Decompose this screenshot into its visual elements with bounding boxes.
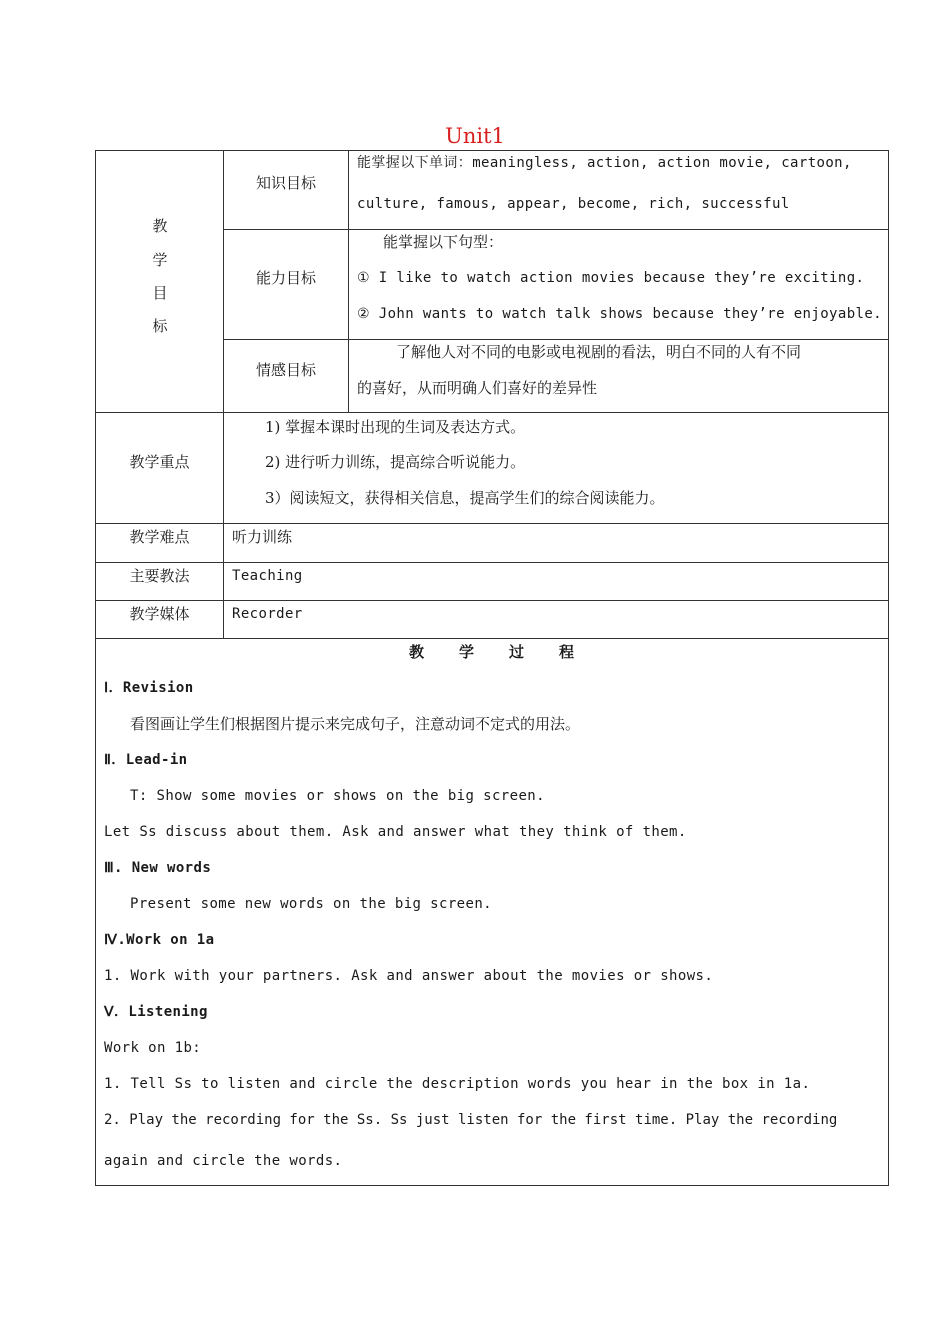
process-heading-char: 程	[559, 643, 575, 661]
column-divider	[223, 150, 224, 638]
media-label: 教学媒体	[129, 605, 190, 623]
section-heading-revision: Ⅰ．Revision	[104, 680, 194, 696]
section-heading-newwords: Ⅲ. New words	[104, 860, 212, 876]
knowledge-goal-label: 知识目标	[255, 174, 316, 192]
row-divider	[95, 523, 889, 524]
row-divider	[223, 339, 889, 340]
listening-item: again and circle the words.	[104, 1153, 343, 1169]
section-heading-listening: Ⅴ．Listening	[104, 1004, 208, 1020]
document-title: Unit1	[445, 124, 505, 148]
ability-goal-line: ① I like to watch action movies because they’re exciting.	[357, 270, 865, 286]
row-divider	[95, 638, 889, 639]
newwords-text: Present some new words on the big screen.	[130, 896, 492, 912]
listening-item: 1. Tell Ss to listen and circle the description words you hear in the box in 1a.	[104, 1076, 811, 1092]
work1a-text: 1. Work with your partners. Ask and answer about the movies or shows.	[104, 968, 714, 984]
process-heading-char: 过	[509, 643, 525, 661]
media-value: Recorder	[232, 606, 303, 622]
ability-goal-line: 能掌握以下句型：	[383, 233, 504, 251]
ability-goal-line: ② John wants to watch talk shows because they’re enjoyable.	[357, 306, 883, 322]
ability-goal-label: 能力目标	[255, 269, 316, 287]
column-divider	[348, 150, 349, 412]
process-heading-char: 学	[459, 643, 475, 661]
revision-text: 看图画让学生们根据图片提示来完成句子，注意动词不定式的用法。	[130, 715, 581, 733]
emotion-goal-line: 的喜好，从而明确人们喜好的差异性	[357, 379, 598, 397]
row-divider	[95, 562, 889, 563]
method-value: Teaching	[232, 568, 303, 584]
process-heading-char: 教	[409, 643, 425, 661]
emotion-goal-label: 情感目标	[255, 361, 316, 379]
section-heading-work1a: Ⅳ.Work on 1a	[104, 932, 215, 948]
leadin-text: T: Show some movies or shows on the big screen.	[130, 788, 545, 804]
key-point-item: 2) 进行听力训练，提高综合听说能力。	[265, 453, 526, 471]
emotion-goal-line: 了解他人对不同的电影或电视剧的看法，明白不同的人有不同	[396, 343, 802, 361]
objectives-label-char: 教	[152, 217, 168, 235]
key-points-label: 教学重点	[129, 453, 190, 471]
objectives-label-char: 目	[152, 284, 168, 302]
leadin-text: Let Ss discuss about them. Ask and answer what they think of them.	[104, 824, 687, 840]
objectives-label-char: 标	[152, 317, 168, 335]
difficulty-label: 教学难点	[129, 528, 190, 546]
listening-subheading: Work on 1b:	[104, 1040, 202, 1056]
row-divider	[223, 229, 889, 230]
objectives-label-char: 学	[152, 251, 168, 269]
difficulty-value: 听力训练	[232, 528, 293, 546]
knowledge-goal-line: culture, famous, appear, become, rich, successful	[357, 196, 790, 212]
key-point-item: 1) 掌握本课时出现的生词及表达方式。	[265, 418, 526, 436]
method-label: 主要教法	[129, 567, 190, 585]
row-divider	[95, 412, 889, 413]
listening-item: 2. Play the recording for the Ss. Ss just listen for the first time. Play the recording	[104, 1112, 838, 1128]
key-point-item: 3）阅读短文，获得相关信息，提高学生们的综合阅读能力。	[265, 489, 665, 507]
section-heading-leadin: Ⅱ．Lead-in	[104, 752, 188, 768]
row-divider	[95, 600, 889, 601]
knowledge-goal-line: 能掌握以下单词：meaningless, action, action movie, cartoon,	[357, 155, 852, 171]
